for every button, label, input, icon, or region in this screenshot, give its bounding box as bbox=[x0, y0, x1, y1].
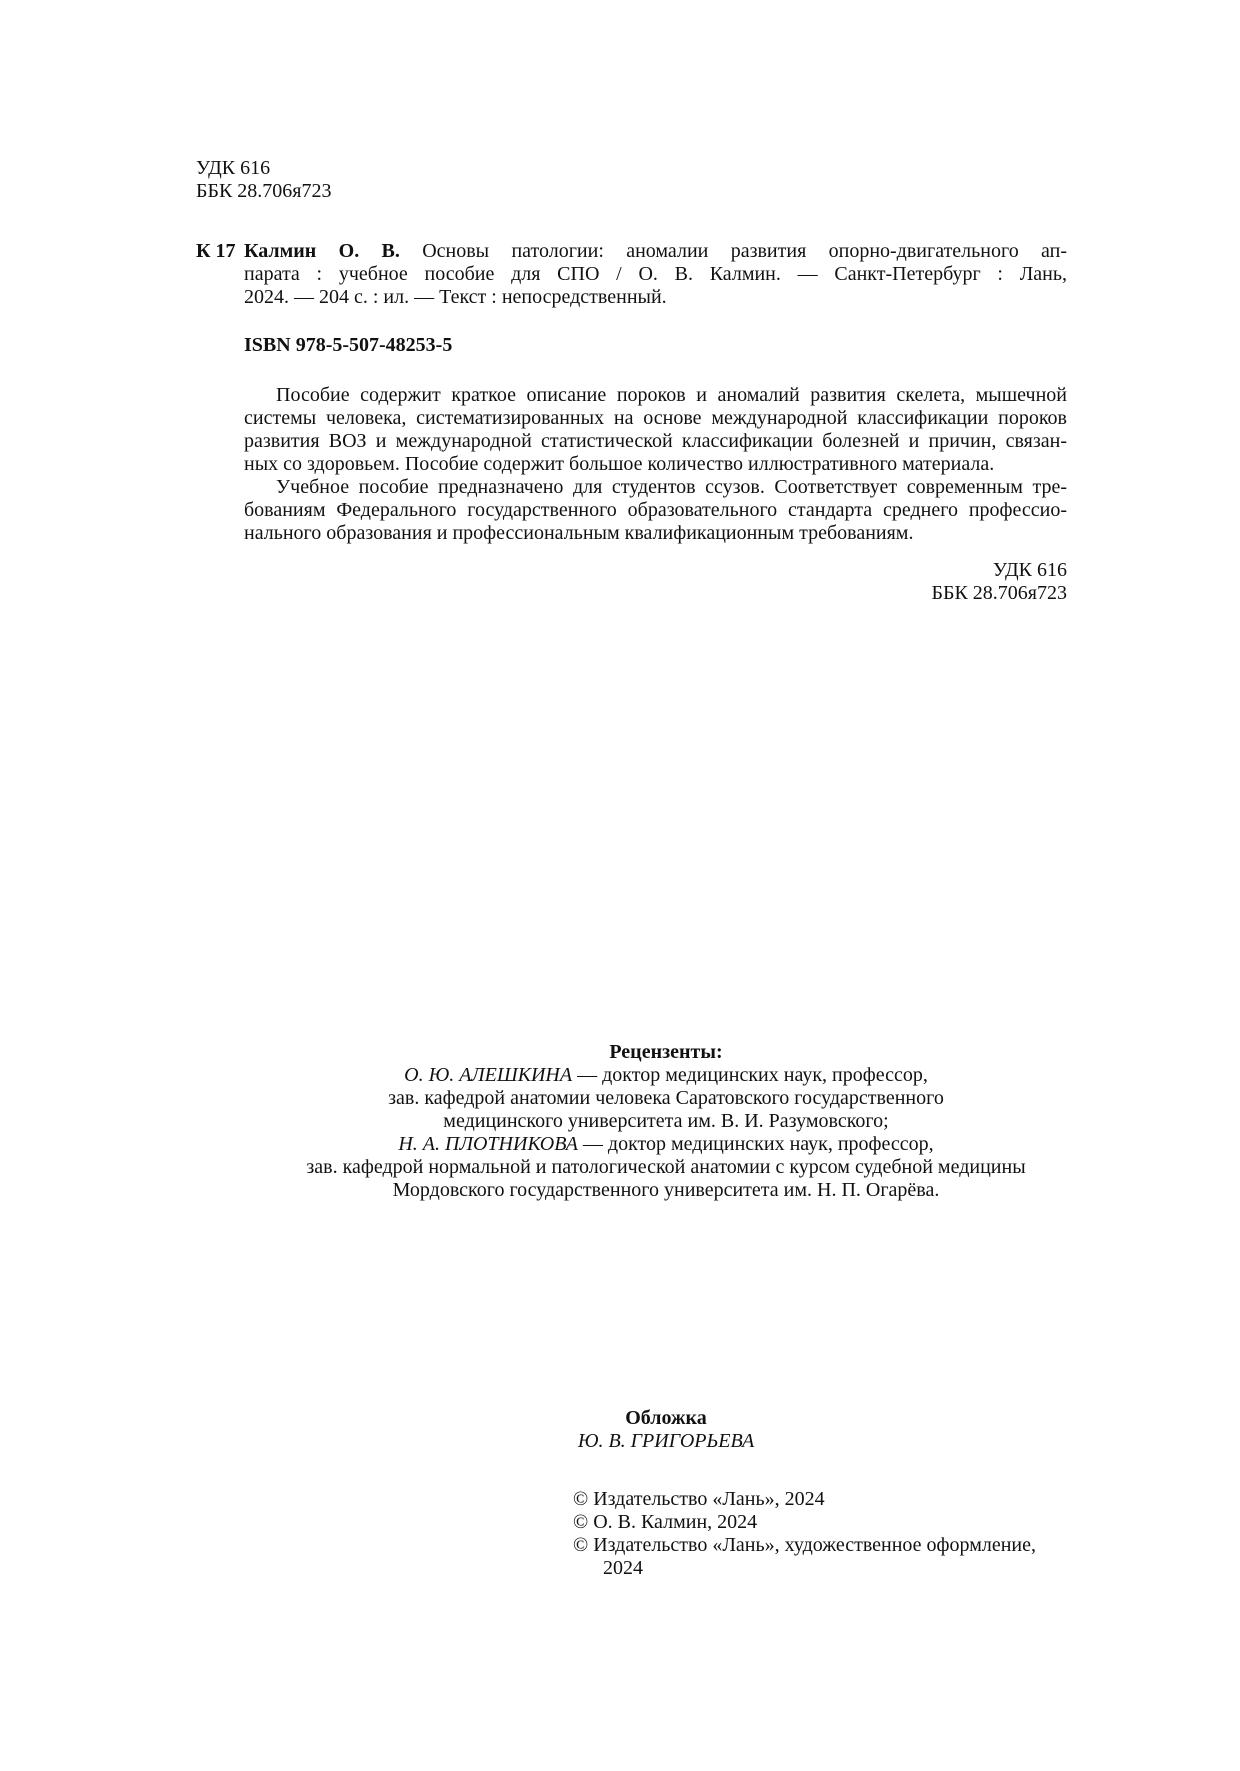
reviewer-1-name: О. Ю. АЛЕШКИНА bbox=[404, 1064, 573, 1086]
annotation-line: бованиям Федерального государственного образовательного стандарта среднего профессио- bbox=[244, 499, 1067, 521]
cover-credit bbox=[196, 1407, 1136, 1453]
annotation-line: Пособие содержит краткое описание пороков и аномалий развития скелета, мышечной bbox=[276, 384, 1067, 406]
reviewer-1 bbox=[196, 1064, 1136, 1087]
copyright-line: © О. В. Калмин, 2024 bbox=[573, 1511, 758, 1533]
copyright-line: © Издательство «Лань», художественное оформление, bbox=[573, 1534, 1037, 1556]
udk-bbk-header bbox=[196, 157, 332, 203]
udk-bbk-footer bbox=[931, 559, 1067, 605]
reviewer-2 bbox=[196, 1133, 1136, 1156]
bibliographic-line-3: 2024. — 204 с. : ил. — Текст : непосредственный. bbox=[244, 286, 667, 308]
annotation-line: системы человека, систематизированных на основе международной классификации пороков bbox=[244, 407, 1067, 429]
annotation bbox=[244, 384, 1067, 545]
book-title: Основы патологии: аномалии развития опорно-двигательного ап- bbox=[422, 240, 1068, 262]
reviewers-heading: Рецензенты: bbox=[609, 1041, 723, 1063]
reviewer-2-name: Н. А. ПЛОТНИКОВА bbox=[398, 1133, 578, 1155]
annotation-line: Учебное пособие предназначено для студентов ссузов. Соответствует современным тре- bbox=[276, 476, 1067, 498]
reviewer-2-position: зав. кафедрой нормальной и патологической анатомии с курсом судебной медицины bbox=[306, 1156, 1026, 1178]
cover-heading: Обложка bbox=[625, 1407, 707, 1429]
author-name: Калмин О. В. bbox=[244, 240, 400, 262]
reviewers-block bbox=[196, 1041, 1136, 1202]
reviewer-1-position: зав. кафедрой анатомии человека Саратовского государственного bbox=[388, 1087, 944, 1109]
bbk-code: ББК 28.706я723 bbox=[196, 180, 332, 202]
udk-code: УДК 616 bbox=[992, 559, 1067, 581]
cover-designer: Ю. В. ГРИГОРЬЕВА bbox=[577, 1430, 755, 1452]
bibliographic-line-2: парата : учебное пособие для СПО / О. В. Калмин. — Санкт-Петербург : Лань, bbox=[244, 263, 1067, 285]
annotation-line: нального образования и профессиональным квалификационным требованиям. bbox=[244, 522, 914, 544]
bibliographic-line-1 bbox=[244, 240, 1067, 263]
copyright-block bbox=[573, 1488, 1036, 1580]
bibliographic-record bbox=[244, 240, 1067, 309]
author-sign: К 17 bbox=[196, 240, 236, 262]
reviewer-2-title: — доктор медицинских наук, профессор, bbox=[577, 1133, 934, 1155]
isbn: ISBN 978-5-507-48253-5 bbox=[244, 334, 453, 356]
reviewer-2-affiliation: Мордовского государственного университета им. Н. П. Огарёва. bbox=[392, 1179, 940, 1201]
copyright-line: 2024 bbox=[603, 1557, 643, 1579]
reviewer-1-affiliation: медицинского университета им. В. И. Разумовского; bbox=[443, 1110, 889, 1132]
udk-code: УДК 616 bbox=[196, 157, 271, 179]
bbk-code: ББК 28.706я723 bbox=[931, 582, 1067, 604]
reviewer-1-title: — доктор медицинских наук, профессор, bbox=[572, 1064, 928, 1086]
copyright-line: © Издательство «Лань», 2024 bbox=[573, 1488, 825, 1510]
annotation-line: ных со здоровьем. Пособие содержит большое количество иллюстративного материала. bbox=[244, 453, 995, 475]
annotation-line: развития ВОЗ и международной статистической классификации болезней и причин, связан- bbox=[244, 430, 1067, 452]
